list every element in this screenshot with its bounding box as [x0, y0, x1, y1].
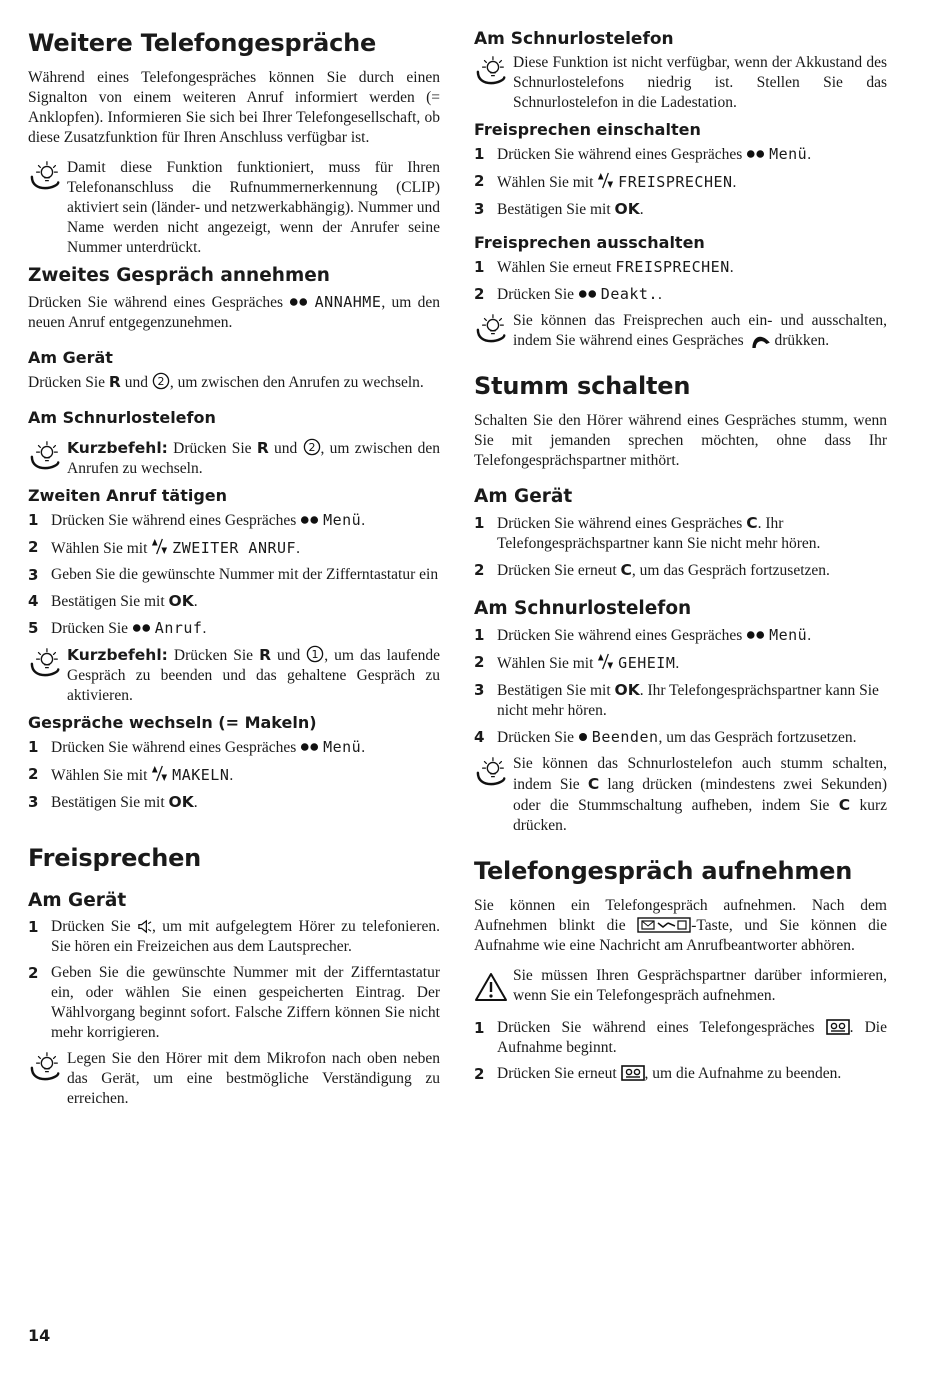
list-item: 4 Drücken Sie Beenden, um das Gespräch fortzusetzen. — [474, 728, 857, 746]
warning-note: Sie müssen Ihren Gesprächspartner darüber informieren, wenn Sie ein Telefongespräch aufnehmen. — [474, 966, 887, 1006]
list-item: 1 Drücken Sie , um mit aufgelegtem Hörer zu telefonieren. Sie hören ein Freizeichen aus dem Lautsprecher. — [28, 918, 440, 955]
lightbulb-tip-icon — [474, 311, 513, 345]
makeln-steps-list — [28, 737, 440, 813]
list-item: 2 Wählen Sie mit GEHEIM. — [474, 653, 680, 672]
list-item: 2 Drücken Sie erneut C, um das Gespräch fortzusetzen. — [474, 561, 830, 579]
page-number: 14 — [28, 1326, 51, 1345]
handset-icon — [748, 335, 771, 348]
lightbulb-tip-icon — [28, 158, 67, 192]
lightbulb-tip-icon — [28, 1049, 67, 1083]
tip-stumm: Sie können das Schnurlostelefon auch stumm schalten, indem Sie C lang drücken (mindestens zwei Sekunden) oder die Stummschaltung aufheben, indem Sie C kurz drücken. — [474, 754, 887, 836]
left-column — [28, 28, 440, 1115]
circled-2-icon — [152, 372, 170, 390]
list-item: 5 Drücken Sie Anruf. — [28, 619, 207, 637]
one-dot-softkey-icon — [578, 732, 588, 742]
two-dots-softkey-icon — [132, 623, 151, 633]
two-dots-softkey-icon — [746, 630, 765, 640]
heading-am-geraet-2: Am Gerät — [28, 890, 127, 911]
key-r: R — [108, 373, 121, 391]
aufnehmen-intro: Sie können ein Telefongespräch aufnehmen. Nach dem Aufnehmen blinkt die -Taste, und Sie können die Aufnahme wie eine Nachricht am Anrufbeantworter abhören. — [474, 897, 887, 954]
tip-akku: Diese Funktion ist nicht verfügbar, wenn der Akkustand des Schnurlostelefons niedrig ist. Stellen Sie das Schnurlostelefon in die Ladestation. — [474, 53, 887, 113]
list-item: 3 Bestätigen Sie mit OK. Ihr Telefongesprächspartner kann Sie nicht mehr hören. — [474, 681, 879, 719]
lightbulb-tip-icon — [28, 645, 67, 679]
heading-freisprechen-ausschalten: Freisprechen ausschalten — [474, 233, 705, 252]
record-key-icon — [826, 1019, 850, 1035]
zweites-paragraph: Drücken Sie während eines Gespräches ANNAHME, um den neuen Anruf entgegenzunehmen. — [28, 293, 441, 331]
stumm-intro: Schalten Sie den Hörer während eines Gespräches stumm, wenn Sie mit jemanden sprechen möchten, ohne dass Ihr Telefongesprächspartner mithört. — [474, 412, 887, 469]
list-item: 4 Bestätigen Sie mit OK. — [28, 592, 198, 610]
heading-zweiten-anruf: Zweiten Anruf tätigen — [28, 486, 228, 505]
list-item: 2 Drücken Sie Deakt.. — [474, 285, 662, 303]
warning-triangle-icon — [474, 966, 513, 1000]
tip-kurzbefehl-2: Kurzbefehl: Drücken Sie R und , um das laufende Gespräch zu beenden und das gehaltene Gespräch zu aktivieren. — [28, 645, 440, 706]
list-item: 1 Drücken Sie während eines Telefongespräches . Die Aufnahme beginnt. — [474, 1019, 887, 1056]
zweiten-steps-list — [28, 510, 440, 639]
list-item: 2 Geben Sie die gewünschte Nummer mit der Zifferntastatur ein, oder wählen Sie einen gespeicherten Eintrag. Der Wählvorgang beginnt sofort. Falsche Ziffern können Sie nicht mehr korrigieren. — [28, 964, 440, 1041]
two-dots-softkey-icon — [300, 742, 319, 752]
lightbulb-tip-icon — [28, 438, 67, 472]
up-down-arrow-icon — [151, 764, 168, 783]
lightbulb-tip-icon — [474, 53, 513, 87]
list-item: 2 Wählen Sie mit ZWEITER ANRUF. — [28, 538, 300, 557]
heading-telefongespraech-aufnehmen: Telefongespräch aufnehmen — [474, 857, 853, 885]
lcd-annahme: ANNAHME — [314, 293, 382, 311]
list-item: 1 Drücken Sie während eines Gespräches Menü. — [474, 626, 812, 644]
speaker-icon — [137, 919, 152, 934]
right-column — [474, 28, 887, 1090]
two-dots-softkey-icon — [578, 289, 597, 299]
record-key-icon — [621, 1065, 645, 1081]
heading-am-schnurlostelefon-3: Am Schnurlostelefon — [474, 598, 692, 619]
geraet1-paragraph: Drücken Sie R und , um zwischen den Anrufen zu wechseln. — [28, 373, 424, 391]
list-item: 1 Drücken Sie während eines Gespräches Menü. — [28, 738, 366, 756]
heading-am-schnurlostelefon-2: Am Schnurlostelefon — [474, 29, 674, 49]
two-dots-softkey-icon — [746, 149, 765, 159]
list-item: 2 Drücken Sie erneut , um die Aufnahme zu beenden. — [474, 1065, 842, 1083]
ein-steps-list — [474, 144, 887, 220]
heading-freisprechen: Freisprechen — [28, 844, 202, 872]
kurzbefehl-label: Kurzbefehl: — [67, 439, 168, 457]
mailbox-key-icon — [637, 917, 691, 933]
circled-1-icon — [306, 645, 324, 663]
list-item: 3 Bestätigen Sie mit OK. — [28, 793, 198, 811]
heading-zweites-gespraech: Zweites Gespräch annehmen — [28, 265, 330, 286]
list-item: 2 Wählen Sie mit MAKELN. — [28, 765, 234, 784]
tip-clip — [28, 158, 440, 258]
heading-am-geraet-3: Am Gerät — [474, 486, 573, 507]
two-dots-softkey-icon — [289, 297, 308, 307]
up-down-arrow-icon — [597, 171, 614, 190]
heading-stumm-schalten: Stumm schalten — [474, 372, 691, 400]
list-item: 1 Drücken Sie während eines Gespräches Menü. — [474, 145, 812, 163]
tip-clip-text: Damit diese Funktion funktioniert, muss für Ihren Telefonanschluss die Rufnummernerkennung (CLIP) aktiviert sein (länder- und netzwerkabhängig). Nummer und Name werden nicht angezeigt, wenn der Anrufer seine Nummer unterdrückt. — [67, 159, 440, 256]
tip-freisprechen: Sie können das Freisprechen auch ein- und ausschalten, indem Sie während eines Gespräches drükken. — [474, 311, 887, 351]
list-item: 1 Wählen Sie erneut FREISPRECHEN. — [474, 258, 734, 276]
list-item: 3 Geben Sie die gewünschte Nummer mit der Zifferntastatur ein — [28, 566, 439, 584]
list-item: 1 Drücken Sie während eines Gespräches C. Ihr Telefongesprächspartner kann Sie nicht mehr hören. — [474, 514, 821, 552]
list-item: 3 Bestätigen Sie mit OK. — [474, 200, 644, 218]
up-down-arrow-icon — [151, 537, 168, 556]
heading-am-schnurlostelefon-1: Am Schnurlostelefon — [28, 408, 216, 427]
circled-2-icon — [303, 438, 321, 456]
list-item: 2 Wählen Sie mit FREISPRECHEN. — [474, 172, 737, 191]
tip-mikrofon: Legen Sie den Hörer mit dem Mikrofon nach oben neben das Gerät, um eine bestmögliche Verständigung zu erreichen. — [28, 1049, 440, 1109]
heading-weitere-telefongespraeche: Weitere Telefongespräche — [28, 29, 377, 57]
intro-paragraph: Während eines Telefongespräches können Sie durch einen Signalton von einem weiteren Anruf informiert werden (= Anklopfen). Informieren Sie sich bei Ihrer Telefongesellschaft, ob diese Zusatzfunktion für Ihren Anschluss verfügbar ist. — [28, 69, 440, 146]
heading-makeln: Gespräche wechseln (= Makeln) — [28, 713, 317, 732]
list-item: 1 Drücken Sie während eines Gespräches Menü. — [28, 511, 366, 529]
tip-kurzbefehl-1: Kurzbefehl: Drücken Sie R und , um zwischen den Anrufen zu wechseln. — [28, 438, 440, 479]
heading-am-geraet-1: Am Gerät — [28, 348, 113, 367]
two-dots-softkey-icon — [300, 515, 319, 525]
lightbulb-tip-icon — [474, 754, 513, 788]
up-down-arrow-icon — [597, 652, 614, 671]
heading-freisprechen-einschalten: Freisprechen einschalten — [474, 120, 701, 139]
